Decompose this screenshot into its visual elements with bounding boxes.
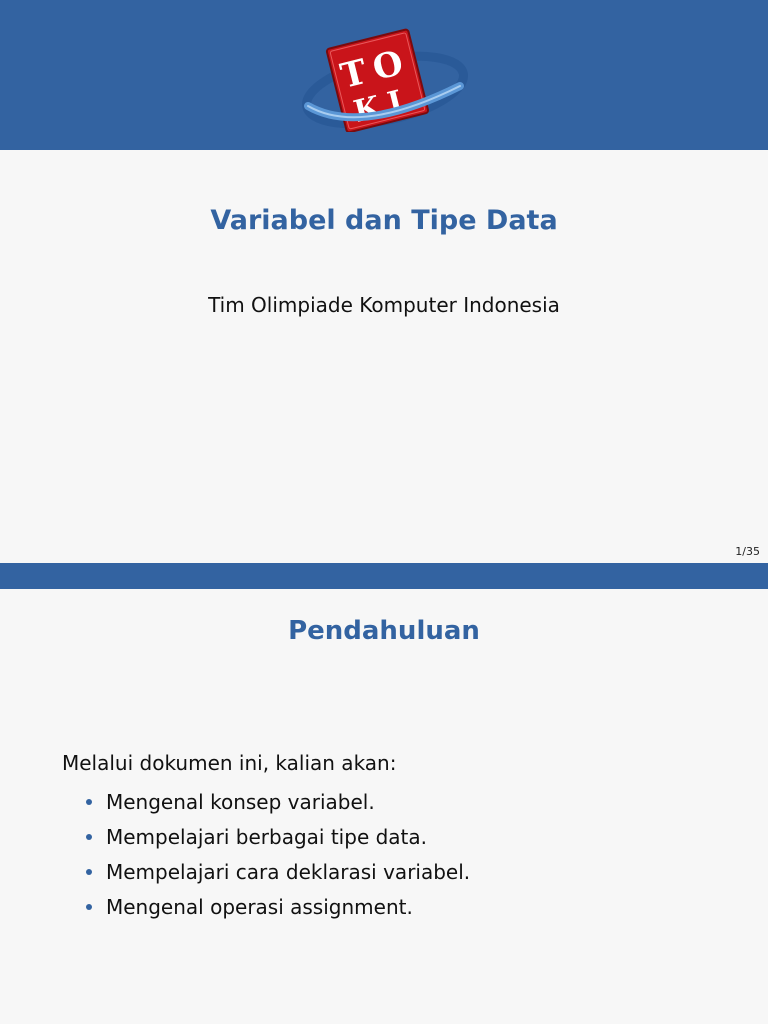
intro-slide <box>0 589 768 1024</box>
list-item-text: Mempelajari cara deklarasi variabel. <box>106 860 471 884</box>
list-item <box>86 789 470 824</box>
intro-text: Melalui dokumen ini, kalian akan: <box>62 751 397 775</box>
list-item-text: Mengenal konsep variabel. <box>106 790 375 814</box>
toki-logo <box>300 28 470 132</box>
slide-author: Tim Olimpiade Komputer Indonesia <box>208 293 560 317</box>
list-item <box>86 859 470 894</box>
logo-letter-o: O <box>368 42 408 89</box>
bullet-icon <box>86 869 92 875</box>
slide-divider-band <box>0 563 768 589</box>
list-item-text: Mempelajari berbagai tipe data. <box>106 825 428 849</box>
bullet-icon <box>86 904 92 910</box>
bullet-icon <box>86 834 92 840</box>
list-item-text: Mengenal operasi assignment. <box>106 895 413 919</box>
bullet-icon <box>86 799 92 805</box>
header-band <box>0 0 768 150</box>
logo-letter-i: I <box>384 84 407 122</box>
logo-letter-t: T <box>336 51 371 97</box>
logo-letter-k: K <box>350 89 385 130</box>
objective-list <box>86 789 470 929</box>
list-item <box>86 824 470 859</box>
slide-title: Variabel dan Tipe Data <box>210 205 558 236</box>
list-item <box>86 894 470 929</box>
page-number: 1/35 <box>735 545 760 558</box>
section-title: Pendahuluan <box>288 616 480 646</box>
